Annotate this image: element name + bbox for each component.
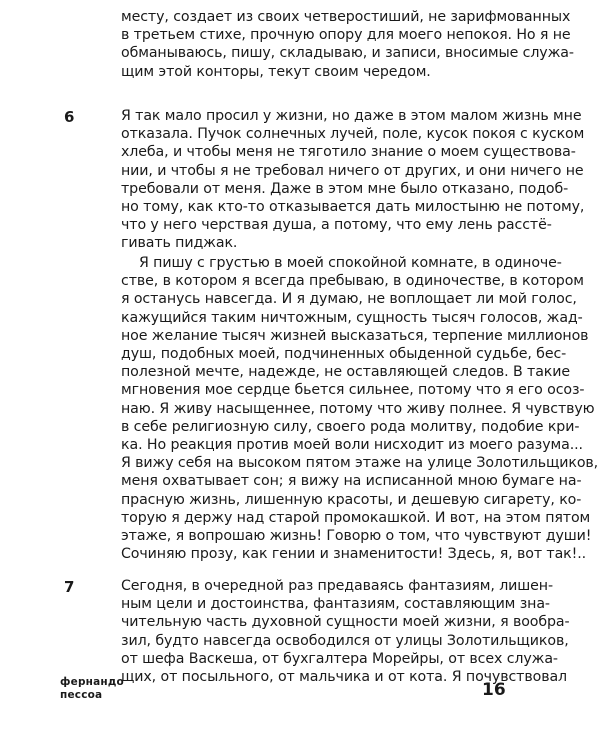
text-line: Сочиняю прозу, как гении и знаменитости! Здесь, я, вот так!.. bbox=[121, 546, 587, 563]
text-line: Сегодня, в очередной раз предаваясь фантазиям, лишен- bbox=[121, 578, 554, 594]
page-number: 16 bbox=[482, 680, 506, 700]
text-line: нии, и чтобы я не требовал ничего от других, и они ничего не bbox=[121, 162, 584, 179]
text-line: отказала. Пучок солнечных лучей, поле, кусок покоя с куском bbox=[121, 126, 585, 143]
text-line: от шефа Васкеша, от бухгалтера Морейры, от всех служа- bbox=[121, 650, 558, 667]
text-line: зил, будто навсегда освободился от улицы Золотильщиков, bbox=[121, 632, 569, 649]
text-line: наю. Я живу насыщеннее, потому что живу полнее. Я чувствую bbox=[121, 400, 595, 417]
text-line: щим этой конторы, текут своим чередом. bbox=[121, 63, 431, 80]
text-line: Я пишу с грустью в моей спокойной комнате, в одиноче- bbox=[139, 255, 562, 271]
text-line: этаже, я вопрошаю жизнь! Говорю о том, что чувствуют души! bbox=[121, 528, 592, 544]
text-line: мгновения мое сердце бьется сильнее, потому что я его осоз- bbox=[121, 382, 585, 399]
text-line: обманываюсь, пишу, складываю, и записи, вносимые служа- bbox=[121, 45, 574, 62]
text-line: меня охватывает сон; я вижу на исписанной мною бумаге на- bbox=[121, 473, 582, 490]
section-number-6: 6 bbox=[64, 108, 75, 126]
footer-author bbox=[60, 676, 124, 702]
text-line: душ, подобных моей, подчиненных обыденной судьбе, бес- bbox=[121, 346, 567, 362]
text-line: прасную жизнь, лишенную красоты, и дешевую сигарету, ко- bbox=[121, 491, 582, 508]
text-line: торую я держу над старой промокашкой. И вот, на этом пятом bbox=[121, 509, 591, 526]
text-line: что у него черствая душа, а потому, что ему лень расстё- bbox=[121, 217, 552, 234]
text-line: в себе религиозную силу, своего рода молитву, подобие кри- bbox=[121, 418, 580, 435]
text-line: хлеба, и чтобы меня не тяготило знание о моем существова- bbox=[121, 144, 576, 161]
footer-author-line: фернандо bbox=[60, 676, 124, 688]
text-line: ным цели и достоинства, фантазиям, составляющим зна- bbox=[121, 596, 550, 613]
text-line: полезной мечте, надежде, не оставляющей следов. В такие bbox=[121, 364, 571, 381]
footer-author-line: пессоа bbox=[60, 689, 103, 701]
text-line: Я так мало просил у жизни, но даже в этом малом жизнь мне bbox=[121, 108, 582, 124]
text-line: чительную часть духовной сущности моей жизни, я вообра- bbox=[121, 614, 570, 631]
text-line: в третьем стихе, прочную опору для моего непокоя. Но я не bbox=[121, 27, 571, 44]
text-line: я останусь навсегда. И я думаю, не воплощает ли мой голос, bbox=[121, 291, 577, 308]
text-line: но тому, как кто-то отказывается дать милостыню не потому, bbox=[121, 199, 585, 215]
text-line: гивать пиджак. bbox=[121, 235, 238, 252]
text-line: кажущийся таким ничтожным, сущность тысяч голосов, жад- bbox=[121, 309, 583, 326]
text-line: требовали от меня. Даже в этом мне было отказано, подоб- bbox=[121, 180, 569, 197]
text-line: стве, в котором я всегда пребываю, в одиночестве, в котором bbox=[121, 273, 584, 290]
text-line: Я вижу себя на высоком пятом этаже на улице Золотильщиков, bbox=[121, 455, 599, 472]
text-line: месту, создает из своих четверостиший, не зарифмованных bbox=[121, 9, 571, 25]
text-line: щих, от посыльного, от мальчика и от кота. Я почувствовал bbox=[121, 669, 568, 685]
text-line: ное желание тысяч жизней высказаться, терпение миллионов bbox=[121, 327, 589, 344]
text-line: ка. Но реакция против моей воли нисходит из моего разума... bbox=[121, 437, 583, 453]
section-number-7: 7 bbox=[64, 578, 75, 596]
